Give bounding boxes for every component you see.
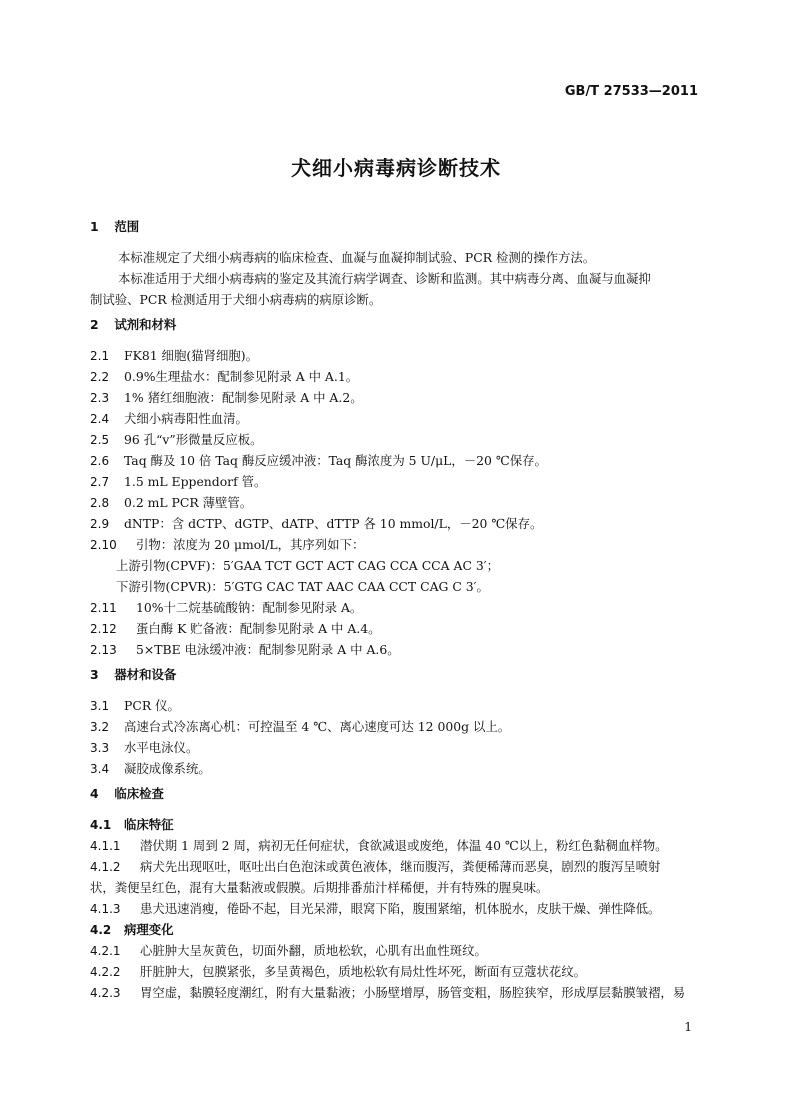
section-title: 临床检查 [114,786,164,801]
list-item [90,856,702,877]
item-number: 2.8 [90,496,110,510]
item-text: 患犬迅速消瘦，倦卧不起，目光呆滞，眼窝下陷，腹围紧缩，机体脱水，皮肤干燥、弹性降低。 [140,901,661,916]
item-text: 5×TBE 电泳缓冲液：配制参见附录 A 中 A.6。 [136,642,400,657]
item-text: 病犬先出现呕吐，呕吐出白色泡沫或黄色液体，继而腹泻，粪便稀薄而恶臭，剧烈的腹泻呈喷射 [140,859,661,874]
item-number: 3.3 [90,741,110,755]
item-number: 2.9 [90,517,110,531]
list-item [90,429,702,450]
item-text: 潜伏期 1 周到 2 周，病初无任何症状，食欲减退或废绝，体温 40 ℃以上，粉红色黏稠血样物。 [140,838,668,853]
item-number: 3.1 [90,699,110,713]
list-item [90,961,702,982]
item-text: 10%十二烷基硫酸钠：配制参见附录 A。 [136,600,363,615]
subsection-heading [90,814,702,835]
section-number: 3 [90,667,99,682]
list-item [90,534,702,555]
item-number: 2.3 [90,391,110,405]
item-text: 0.9%生理盐水：配制参见附录 A 中 A.1。 [124,369,359,384]
list-item [90,366,702,387]
item-number: 2.5 [90,433,110,447]
subsection-heading [90,919,702,940]
item-text: 胃空虚，黏膜轻度潮红，附有大量黏液；小肠壁增厚，肠管变粗，肠腔狭窄，形成厚层黏膜皱褶，易 [140,985,686,1000]
item-number: 2.12 [90,622,117,636]
item-number: 2.1 [90,349,110,363]
item-text: 1% 猪红细胞液：配制参见附录 A 中 A.2。 [124,390,363,405]
item-text: 引物：浓度为 20 μmol/L，其序列如下： [136,537,365,552]
list-item [90,450,702,471]
item-number: 2.13 [90,643,117,657]
paragraph: 本标准适用于犬细小病毒病的鉴定及其流行病学调查、诊断和监测。其中病毒分离、血凝与血凝抑 [118,271,651,286]
document-title: 犬细小病毒病诊断技术 [291,156,501,180]
document-body [90,212,702,1003]
section-title: 试剂和材料 [114,317,177,332]
item-number: 3.4 [90,762,110,776]
item-number: 4.1 [90,818,112,832]
list-item [90,695,702,716]
item-number: 4.2.1 [90,944,121,958]
subsection-title: 临床特征 [124,817,174,832]
list-item [90,639,702,660]
section-number: 2 [90,317,99,332]
section-number: 1 [90,219,99,234]
list-item [90,982,702,1003]
list-item [90,471,702,492]
item-text: Taq 酶及 10 倍 Taq 酶反应缓冲液：Taq 酶浓度为 5 U/μL，－20 ℃保存。 [124,453,547,468]
item-text: 水平电泳仪。 [124,740,199,755]
list-item [90,345,702,366]
list-item [90,716,702,737]
item-number: 2.4 [90,412,110,426]
list-item [90,618,702,639]
item-text: FK81 细胞(猫肾细胞)。 [124,348,258,363]
section-4-heading [90,783,702,804]
list-item [90,597,702,618]
list-item [90,758,702,779]
item-number: 2.7 [90,475,110,489]
list-item [90,737,702,758]
item-number: 2.2 [90,370,110,384]
list-item [90,492,702,513]
list-item [90,408,702,429]
section-title: 范围 [114,219,140,234]
primer-upstream: 上游引物(CPVF)：5′GAA TCT GCT ACT CAG CCA CCA AC 3′； [116,558,499,573]
item-number: 3.2 [90,720,110,734]
paragraph: 本标准规定了犬细小病毒病的临床检查、血凝与血凝抑制试验、PCR 检测的操作方法。 [118,250,596,265]
item-number: 4.2.3 [90,986,121,1000]
item-number: 4.1.1 [90,839,121,853]
item-text: 高速台式冷冻离心机：可控温至 4 ℃、离心速度可达 12 000g 以上。 [124,719,511,734]
section-3-heading [90,664,702,685]
item-number: 4.1.2 [90,860,121,874]
subsection-title: 病理变化 [124,922,174,937]
list-item [90,835,702,856]
page-number: 1 [684,1020,692,1034]
paragraph-continuation: 状，粪便呈红色，混有大量黏液或假膜。后期排番茄汁样稀便，并有特殊的腥臭味。 [90,880,549,895]
item-text: 犬细小病毒阳性血清。 [124,411,248,426]
section-title: 器材和设备 [114,667,177,682]
item-text: 蛋白酶 K 贮备液：配制参见附录 A 中 A.4。 [136,621,381,636]
item-text: 心脏肿大呈灰黄色，切面外翻，质地松软，心肌有出血性斑纹。 [140,943,487,958]
item-text: 96 孔“v”形微量反应板。 [124,432,263,447]
item-number: 2.6 [90,454,110,468]
item-text: 肝脏肿大，包膜紧张，多呈黄褐色，质地松软有局灶性坏死，断面有豆蔻状花纹。 [140,964,587,979]
section-2-heading [90,314,702,335]
item-number: 2.11 [90,601,117,615]
item-text: 1.5 mL Eppendorf 管。 [124,474,267,489]
standard-number: GB/T 27533—2011 [564,84,698,99]
item-number: 2.10 [90,538,117,552]
primer-downstream: 下游引物(CPVR)：5′GTG CAC TAT AAC CAA CCT CAG C 3′。 [116,579,489,594]
section-1-heading [90,216,702,237]
section-number: 4 [90,786,99,801]
item-number: 4.2.2 [90,965,121,979]
list-item [90,387,702,408]
paragraph-continuation: 制试验、PCR 检测适用于犬细小病毒病的病原诊断。 [90,292,382,307]
item-text: PCR 仪。 [124,698,180,713]
item-text: dNTP：含 dCTP、dGTP、dATP、dTTP 各 10 mmol/L，－20 ℃保存。 [124,516,543,531]
list-item [90,940,702,961]
item-text: 0.2 mL PCR 薄壁管。 [124,495,253,510]
item-number: 4.2 [90,923,112,937]
list-item [90,898,702,919]
item-text: 凝胶成像系统。 [124,761,211,776]
list-item [90,513,702,534]
item-number: 4.1.3 [90,902,121,916]
